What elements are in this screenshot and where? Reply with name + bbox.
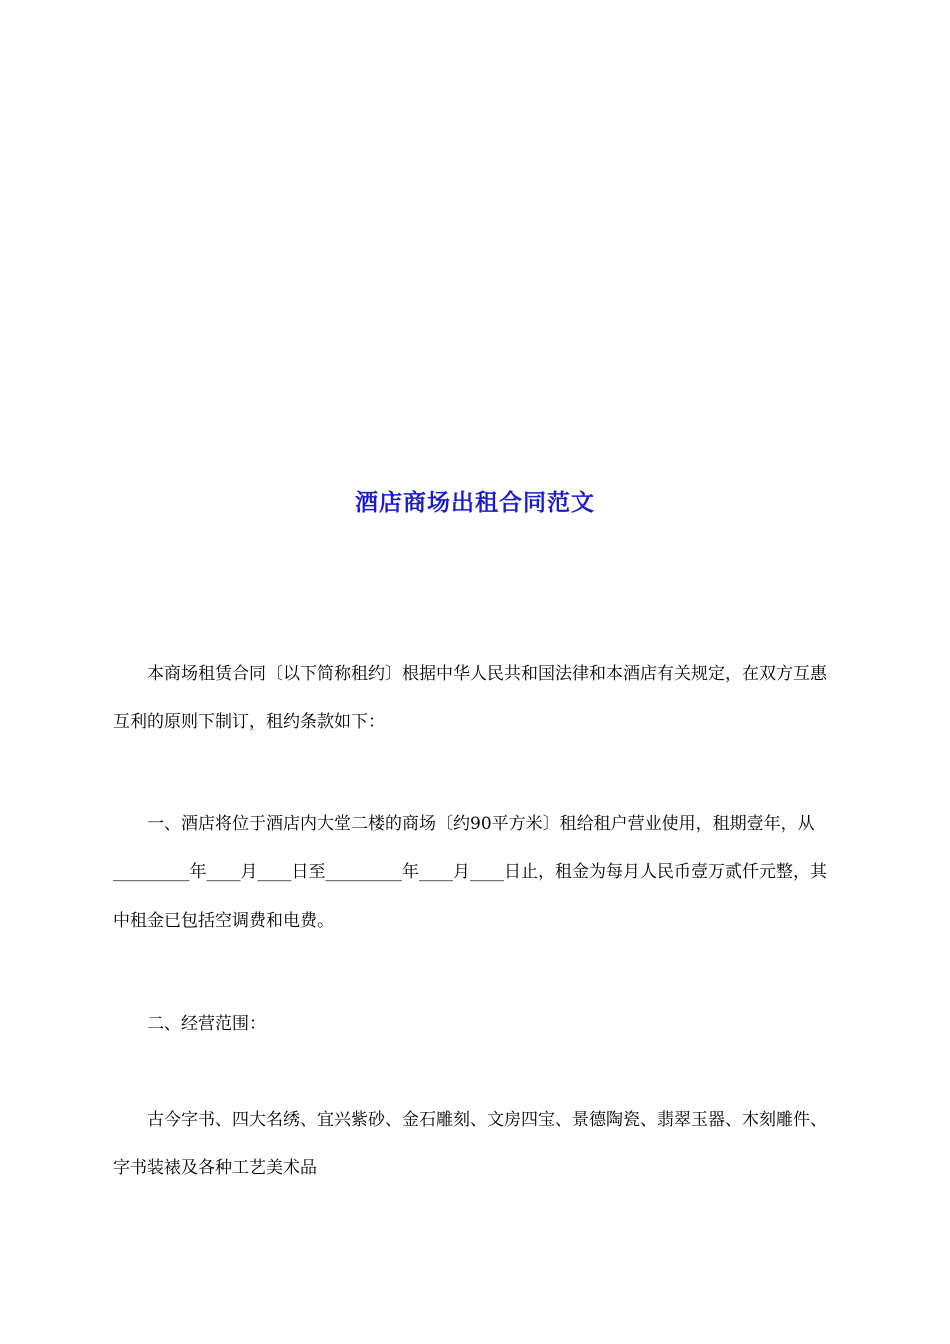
paragraph-business-scope: 古今字书、四大名绣、宜兴紫砂、金石雕刻、文房四宝、景德陶瓷、翡翠玉器、木刻雕件、字书装裱及各种工艺美术品 <box>113 1110 827 1179</box>
paragraph-clause-1: 一、酒店将位于酒店内大堂二楼的商场〔约90平方米〕租给租户营业使用，租期壹年，从_________年____月____日至_________年____月____日止，租金为每月人民币壹万贰仟元整，其中租金已包括空调费和电费。 <box>113 814 827 931</box>
paragraph-clause-2-heading: 二、经营范围： <box>147 1014 266 1034</box>
paragraph-preamble: 本商场租赁合同〔以下简称租约〕根据中华人民共和国法律和本酒店有关规定，在双方互惠互利的原则下制订，租约条款如下： <box>113 664 827 733</box>
document-title: 酒店商场出租合同范文 <box>355 489 595 516</box>
